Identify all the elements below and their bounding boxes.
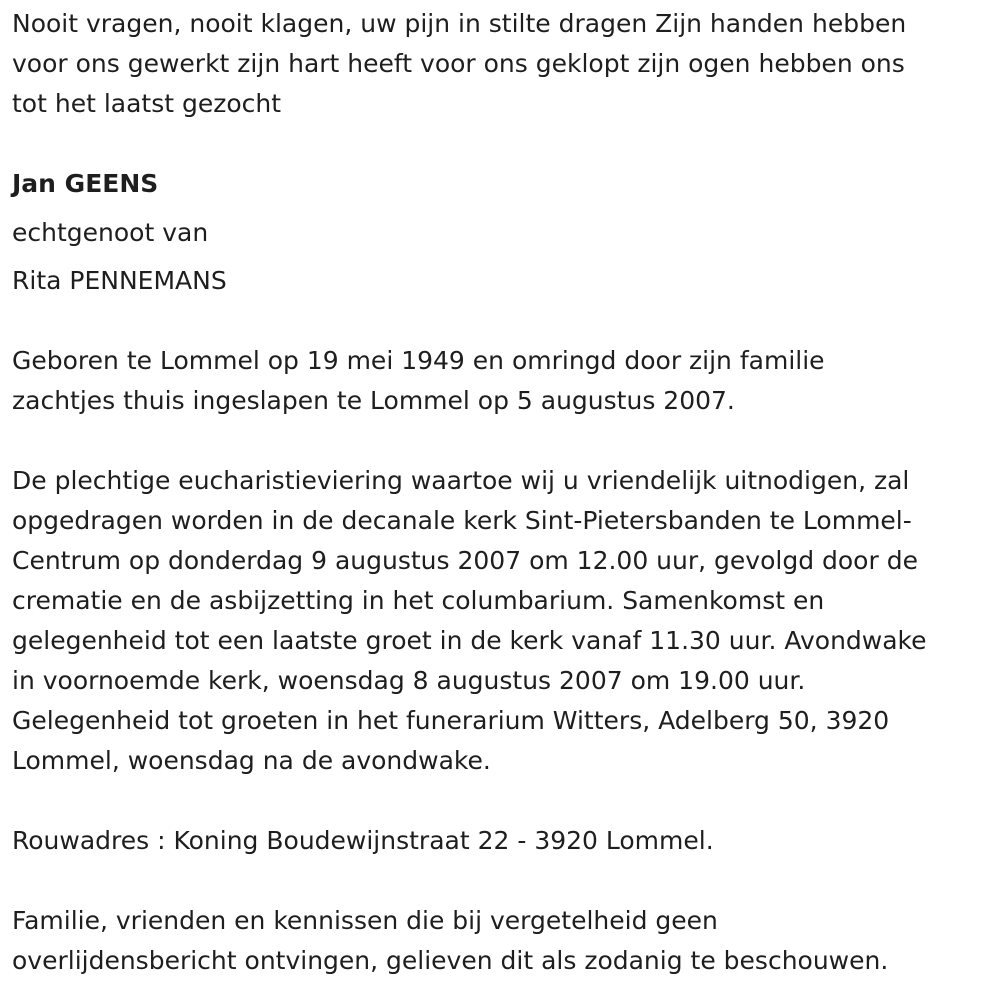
ceremony-line-7: Gelegenheid tot groeten in het funerarium Witters, Adelberg 50, 3920: [12, 706, 890, 735]
spouse-name: Rita PENNEMANS: [12, 266, 227, 295]
ceremony-line-8: Lommel, woensdag na de avondwake.: [12, 746, 491, 775]
ceremony-line-2: opgedragen worden in de decanale kerk Sint-Pietersbanden te Lommel-: [12, 506, 912, 535]
poem-line-1: Nooit vragen, nooit klagen, uw pijn in stilte dragen Zijn handen hebben: [12, 9, 907, 38]
relation-text: echtgenoot van: [12, 218, 209, 247]
birth-death-line-2: zachtjes thuis ingeslapen te Lommel op 5 augustus 2007.: [12, 386, 735, 415]
birth-death-line-1: Geboren te Lommel op 19 mei 1949 en omringd door zijn familie: [12, 346, 825, 375]
deceased-name: Jan GEENS: [12, 169, 159, 198]
mourning-address: Rouwadres : Koning Boudewijnstraat 22 - 3920 Lommel.: [12, 826, 714, 855]
closing-line-1: Familie, vrienden en kennissen die bij vergetelheid geen: [12, 906, 718, 935]
ceremony-line-1: De plechtige eucharistieviering waartoe wij u vriendelijk uitnodigen, zal: [12, 466, 910, 495]
ceremony-line-4: crematie en de asbijzetting in het columbarium. Samenkomst en: [12, 586, 825, 615]
ceremony-line-6: in voornoemde kerk, woensdag 8 augustus 2007 om 19.00 uur.: [12, 666, 806, 695]
closing-line-2: overlijdensbericht ontvingen, gelieven dit als zodanig te beschouwen.: [12, 946, 889, 975]
poem-line-3: tot het laatst gezocht: [12, 89, 282, 118]
ceremony-line-5: gelegenheid tot een laatste groet in de kerk vanaf 11.30 uur. Avondwake: [12, 626, 927, 655]
poem-line-2: voor ons gewerkt zijn hart heeft voor ons geklopt zijn ogen hebben ons: [12, 49, 905, 78]
ceremony-line-3: Centrum op donderdag 9 augustus 2007 om 12.00 uur, gevolgd door de: [12, 546, 918, 575]
